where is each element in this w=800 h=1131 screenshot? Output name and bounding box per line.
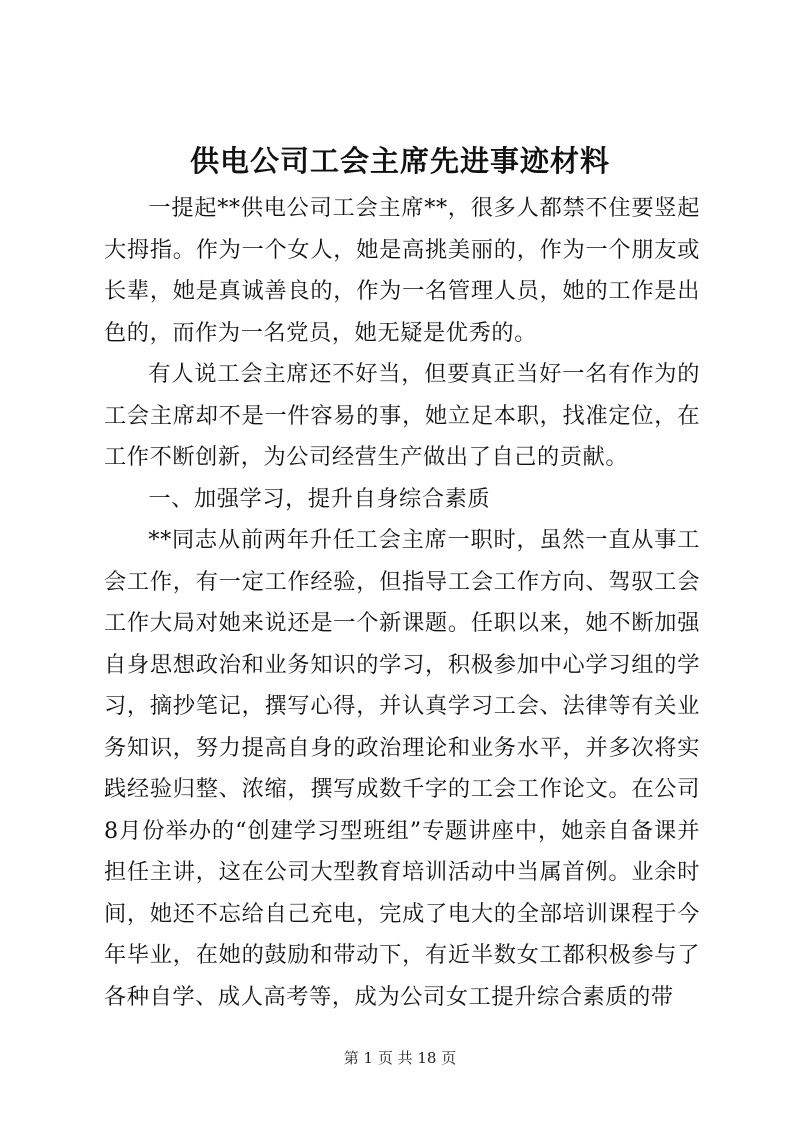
document-title: 供电公司工会主席先进事迹材料 xyxy=(189,144,610,178)
document-body xyxy=(104,188,700,1018)
paragraph-study: **同志从前两年升任工会主席一职时，虽然一直从事工会工作，有一定工作经验，但指导工会工作方向、驾驭工会工作大局对她来说还是一个新课题。任职以来，她不断加强自身思想政治和业务知识的学习，积极参加中心学习组的学习，摘抄笔记，撰写心得，并认真学习工会、法律等有关业务知识，努力提高自身的政治理论和业务水平，并多次将实践经验归整、浓缩，撰写成数千字的工会工作论文。在公司8月份举办的“创建学习型班组”专题讲座中，她亲自备课并担任主讲，这在公司大型教育培训活动中当属首例。业余时间，她还不忘给自己充电，完成了电大的全部培训课程于今年毕业，在她的鼓励和带动下，有近半数女工都积极参与了各种自学、成人高考等，成为公司女工提升综合素质的带 xyxy=(104,527,700,1010)
section-heading-1: 一、加强学习，提升自身综合素质 xyxy=(148,485,491,512)
paragraph-intro: 一提起**供电公司工会主席**，很多人都禁不住要竖起大拇指。作为一个女人，她是高挑美丽的，作为一个朋友或长辈，她是真诚善良的，作为一名管理人员，她的工作是出色的，而作为一名党员，她无疑是优秀的。 xyxy=(104,195,700,346)
paragraph-role: 有人说工会主席还不好当，但要真正当好一名有作为的工会主席却不是一件容易的事，她立足本职，找准定位，在工作不断创新，为公司经营生产做出了自己的贡献。 xyxy=(104,361,700,470)
page-number-footer: 第 1 页 共 18 页 xyxy=(343,1049,457,1067)
